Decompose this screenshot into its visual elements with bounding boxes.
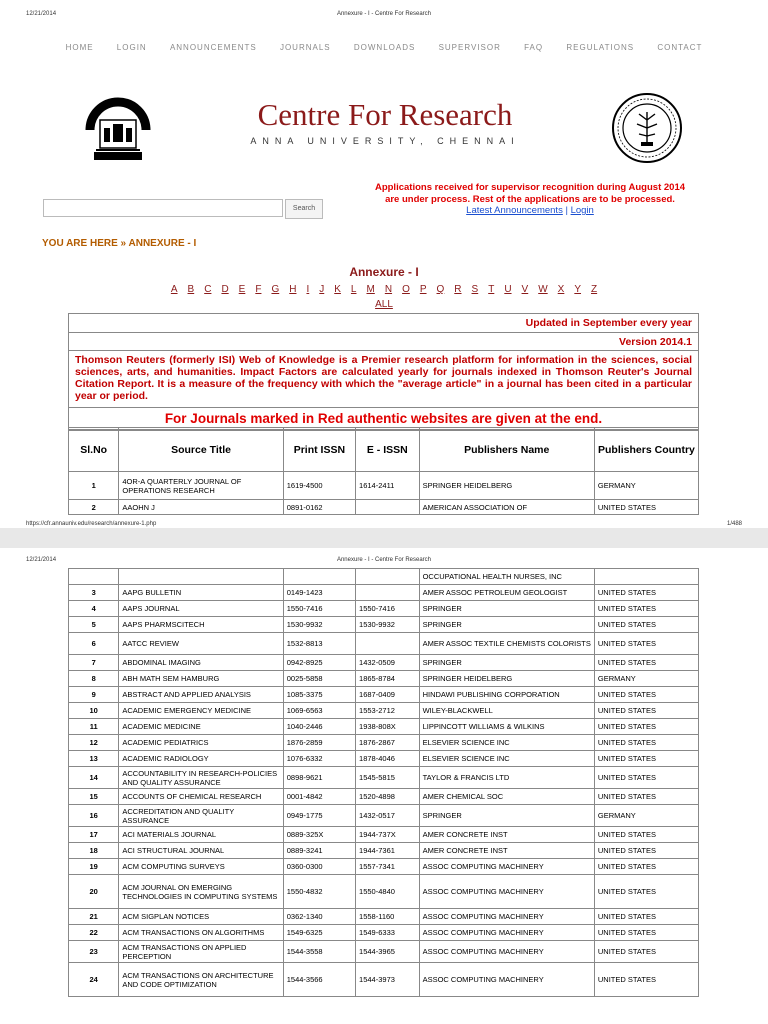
letter-filter-m[interactable]: M	[366, 284, 375, 295]
page-break	[0, 528, 768, 548]
letter-filter-q[interactable]: Q	[436, 284, 445, 295]
cell-source-title: ACM TRANSACTIONS ON APPLIED PERCEPTION	[119, 941, 283, 963]
cell-publishers-country: UNITED STATES	[594, 735, 698, 751]
nav-login[interactable]: LOGIN	[116, 43, 147, 52]
cell-e-issn: 1530-9932	[356, 617, 420, 633]
update-frequency: Updated in September every year	[69, 314, 698, 333]
letter-filter-c[interactable]: C	[204, 284, 212, 295]
cell-e-issn: 1614-2411	[356, 472, 420, 500]
page-2	[0, 548, 768, 1024]
notice-line-2: are under process. Rest of the applications are to be processed.	[385, 194, 675, 205]
header-source-title: Source Title	[119, 428, 283, 472]
cell-slno: 16	[69, 805, 119, 827]
cell-print-issn: 1544-3558	[283, 941, 355, 963]
letter-filter-g[interactable]: G	[271, 284, 280, 295]
cell-source-title: 4OR-A QUARTERLY JOURNAL OF OPERATIONS RESEARCH	[119, 472, 283, 500]
cell-e-issn: 1944-7361	[356, 843, 420, 859]
cell-publishers-name: ASSOC COMPUTING MACHINERY	[419, 941, 594, 963]
letter-filter-j[interactable]: J	[319, 284, 325, 295]
cell-source-title: ABDOMINAL IMAGING	[119, 655, 283, 671]
table-row	[69, 617, 699, 633]
letter-filter-d[interactable]: D	[221, 284, 229, 295]
cell-publishers-country: UNITED STATES	[594, 925, 698, 941]
cell-source-title	[119, 569, 283, 585]
cell-slno: 22	[69, 925, 119, 941]
table-row	[69, 655, 699, 671]
letter-filter-f[interactable]: F	[255, 284, 262, 295]
cell-publishers-name: AMER CONCRETE INST	[419, 843, 594, 859]
cell-source-title: ACCOUNTABILITY IN RESEARCH-POLICIES AND QUALITY ASSURANCE	[119, 767, 283, 789]
cell-slno: 6	[69, 633, 119, 655]
cell-print-issn: 0889-3241	[283, 843, 355, 859]
table-row	[69, 601, 699, 617]
search-button[interactable]: Search	[285, 199, 323, 219]
cell-e-issn: 1544-3973	[356, 963, 420, 997]
page-number: 1/488	[727, 521, 743, 527]
cell-publishers-country: UNITED STATES	[594, 875, 698, 909]
cell-publishers-country: GERMANY	[594, 805, 698, 827]
cell-source-title: ACM TRANSACTIONS ON ARCHITECTURE AND CODE OPTIMIZATION	[119, 963, 283, 997]
cell-source-title: ACM COMPUTING SURVEYS	[119, 859, 283, 875]
cell-publishers-country: UNITED STATES	[594, 703, 698, 719]
cell-slno: 18	[69, 843, 119, 859]
letter-filter-w[interactable]: W	[538, 284, 548, 295]
cell-print-issn	[283, 569, 355, 585]
cell-publishers-name: LIPPINCOTT WILLIAMS & WILKINS	[419, 719, 594, 735]
main-nav	[0, 43, 768, 52]
cell-publishers-name: SPRINGER	[419, 655, 594, 671]
cell-slno: 24	[69, 963, 119, 997]
cell-slno: 4	[69, 601, 119, 617]
cell-e-issn: 1550-4840	[356, 875, 420, 909]
cell-publishers-country: UNITED STATES	[594, 827, 698, 843]
nav-home[interactable]: HOME	[65, 43, 94, 52]
cell-slno: 1	[69, 472, 119, 500]
cell-slno: 17	[69, 827, 119, 843]
table-row	[69, 827, 699, 843]
letter-filter-b[interactable]: B	[187, 284, 195, 295]
letter-filter-a[interactable]: A	[170, 284, 178, 295]
cell-e-issn: 1557-7341	[356, 859, 420, 875]
cell-publishers-name: SPRINGER HEIDELBERG	[419, 671, 594, 687]
site-subtitle: ANNA UNIVERSITY, CHENNAI	[250, 136, 520, 146]
letter-filter-s[interactable]: S	[471, 284, 479, 295]
cell-slno: 9	[69, 687, 119, 703]
cell-publishers-country: UNITED STATES	[594, 859, 698, 875]
breadcrumb: YOU ARE HERE » ANNEXURE - I	[42, 238, 197, 249]
cell-publishers-name: ELSEVIER SCIENCE INC	[419, 735, 594, 751]
info-box	[68, 313, 699, 431]
cell-publishers-country: UNITED STATES	[594, 601, 698, 617]
letter-filter-e[interactable]: E	[238, 284, 246, 295]
cell-slno	[69, 569, 119, 585]
cell-source-title: ACM TRANSACTIONS ON ALGORITHMS	[119, 925, 283, 941]
cell-e-issn: 1550-7416	[356, 601, 420, 617]
cell-print-issn: 1076-6332	[283, 751, 355, 767]
cell-e-issn	[356, 500, 420, 515]
cell-publishers-name: ASSOC COMPUTING MACHINERY	[419, 859, 594, 875]
login-link[interactable]: Login	[570, 205, 594, 216]
cell-slno: 14	[69, 767, 119, 789]
cell-slno: 7	[69, 655, 119, 671]
nav-journals[interactable]: JOURNALS	[279, 43, 331, 52]
link-separator: |	[565, 205, 568, 216]
cell-e-issn: 1432-0517	[356, 805, 420, 827]
cell-source-title: ACADEMIC EMERGENCY MEDICINE	[119, 703, 283, 719]
cell-slno: 5	[69, 617, 119, 633]
letter-filter-i[interactable]: I	[306, 284, 310, 295]
cell-source-title: ACI STRUCTURAL JOURNAL	[119, 843, 283, 859]
cell-print-issn: 1550-4832	[283, 875, 355, 909]
cell-publishers-country: UNITED STATES	[594, 655, 698, 671]
cell-publishers-country: UNITED STATES	[594, 789, 698, 805]
cell-source-title: ACADEMIC MEDICINE	[119, 719, 283, 735]
latest-announcements-link[interactable]: Latest Announcements	[466, 205, 563, 216]
cell-publishers-country: UNITED STATES	[594, 633, 698, 655]
letter-filter-v[interactable]: V	[521, 284, 529, 295]
table-row	[69, 735, 699, 751]
letter-filter-n[interactable]: N	[384, 284, 393, 295]
cell-print-issn: 1532-8813	[283, 633, 355, 655]
cell-slno: 20	[69, 875, 119, 909]
cell-publishers-country: UNITED STATES	[594, 687, 698, 703]
journal-table-page-2	[68, 568, 699, 997]
letter-filter-x[interactable]: X	[557, 284, 565, 295]
anna-university-logo	[78, 90, 158, 162]
cell-publishers-country: UNITED STATES	[594, 617, 698, 633]
table-row	[69, 500, 699, 515]
cell-source-title: AAPS PHARMSCITECH	[119, 617, 283, 633]
cell-print-issn: 0025-5858	[283, 671, 355, 687]
cell-e-issn: 1687-0409	[356, 687, 420, 703]
letter-filter-p[interactable]: P	[419, 284, 427, 295]
print-date: 12/21/2014	[26, 11, 57, 17]
journal-table-page-1	[68, 427, 699, 515]
cell-print-issn: 1544-3566	[283, 963, 355, 997]
table-row	[69, 472, 699, 500]
cell-slno: 12	[69, 735, 119, 751]
table-row	[69, 585, 699, 601]
table-row	[69, 859, 699, 875]
cell-print-issn: 0949-1775	[283, 805, 355, 827]
cell-publishers-country: UNITED STATES	[594, 585, 698, 601]
letter-filter-o[interactable]: O	[402, 284, 410, 295]
cell-publishers-name: AMER ASSOC TEXTILE CHEMISTS COLORISTS	[419, 633, 594, 655]
letter-filter-h[interactable]: H	[289, 284, 297, 295]
table-row	[69, 805, 699, 827]
letter-filter-y[interactable]: Y	[574, 284, 582, 295]
cell-e-issn: 1865-8784	[356, 671, 420, 687]
cell-publishers-name: ASSOC COMPUTING MACHINERY	[419, 963, 594, 997]
cell-print-issn: 0889-325X	[283, 827, 355, 843]
cell-e-issn	[356, 633, 420, 655]
cell-publishers-country: UNITED STATES	[594, 751, 698, 767]
cell-publishers-country: UNITED STATES	[594, 843, 698, 859]
cell-source-title: AAPG BULLETIN	[119, 585, 283, 601]
cell-publishers-name: ASSOC COMPUTING MACHINERY	[419, 925, 594, 941]
cell-slno: 11	[69, 719, 119, 735]
cell-slno: 13	[69, 751, 119, 767]
cell-source-title: ACM JOURNAL ON EMERGING TECHNOLOGIES IN COMPUTING SYSTEMS	[119, 875, 283, 909]
cell-e-issn: 1544-3965	[356, 941, 420, 963]
cell-publishers-name: SPRINGER	[419, 601, 594, 617]
table-row	[69, 719, 699, 735]
red-journals-note: For Journals marked in Red authentic websites are given at the end.	[69, 408, 698, 430]
cell-source-title: AAPS JOURNAL	[119, 601, 283, 617]
notice-line-1: Applications received for supervisor recognition during August 2014	[374, 182, 686, 193]
header-publishers-name: Publishers Name	[419, 428, 594, 472]
cell-publishers-country: GERMANY	[594, 472, 698, 500]
cell-source-title: ABH MATH SEM HAMBURG	[119, 671, 283, 687]
header-publishers-country: Publishers Country	[594, 428, 698, 472]
cell-publishers-name: TAYLOR & FRANCIS LTD	[419, 767, 594, 789]
cell-publishers-name: WILEY-BLACKWELL	[419, 703, 594, 719]
nav-faq[interactable]: FAQ	[524, 43, 544, 52]
header-slno: Sl.No	[69, 428, 119, 472]
cell-publishers-name: SPRINGER	[419, 617, 594, 633]
site-title: Centre For Research	[257, 97, 513, 132]
cell-source-title: ACCOUNTS OF CHEMICAL RESEARCH	[119, 789, 283, 805]
cell-e-issn: 1944-737X	[356, 827, 420, 843]
cell-publishers-name: AMER CONCRETE INST	[419, 827, 594, 843]
cell-e-issn: 1549-6333	[356, 925, 420, 941]
letter-filter-k[interactable]: K	[334, 284, 341, 295]
cell-slno: 23	[69, 941, 119, 963]
announcement-notice	[330, 182, 730, 206]
cell-e-issn	[356, 569, 420, 585]
print-date-2: 12/21/2014	[26, 557, 57, 563]
cell-publishers-country: UNITED STATES	[594, 909, 698, 925]
search-input[interactable]	[43, 199, 283, 217]
cell-print-issn: 1619-4500	[283, 472, 355, 500]
table-row	[69, 671, 699, 687]
description-text: Thomson Reuters (formerly ISI) Web of Knowledge is a Premier research platform for information in the sciences, social sciences, arts, and humanities. Impact Factors are calculated yearly for journals indexed in Thomson Reuter's Journal Citation Report. It is a measure of the frequency with which the "average article" in a journal has been cited in a particular year or period.	[69, 351, 698, 408]
print-title-2: Annexure - I - Centre For Research	[336, 557, 432, 563]
table-row	[69, 925, 699, 941]
version-label: Version 2014.1	[69, 333, 698, 351]
cell-e-issn: 1553-2712	[356, 703, 420, 719]
cell-publishers-country: UNITED STATES	[594, 963, 698, 997]
nav-announcements[interactable]: ANNOUNCEMENTS	[169, 43, 257, 52]
cell-print-issn: 0942-8925	[283, 655, 355, 671]
cell-publishers-name: AMER ASSOC PETROLEUM GEOLOGIST	[419, 585, 594, 601]
cell-print-issn: 1550-7416	[283, 601, 355, 617]
cell-source-title: ACI MATERIALS JOURNAL	[119, 827, 283, 843]
table-row	[69, 751, 699, 767]
cell-publishers-name: AMER CHEMICAL SOC	[419, 789, 594, 805]
cell-source-title: ACADEMIC RADIOLOGY	[119, 751, 283, 767]
header-e-issn: E - ISSN	[356, 428, 420, 472]
cell-slno: 3	[69, 585, 119, 601]
cell-print-issn: 1085-3375	[283, 687, 355, 703]
cell-source-title: ACCREDITATION AND QUALITY ASSURANCE	[119, 805, 283, 827]
cell-slno: 8	[69, 671, 119, 687]
cell-print-issn: 0362-1340	[283, 909, 355, 925]
cell-publishers-name: AMERICAN ASSOCIATION OF	[419, 500, 594, 515]
cell-source-title: AATCC REVIEW	[119, 633, 283, 655]
alphabet-filter	[0, 284, 768, 295]
nav-downloads[interactable]: DOWNLOADS	[353, 43, 416, 52]
filter-all-link[interactable]: ALL	[375, 299, 393, 310]
cell-print-issn: 0001-4842	[283, 789, 355, 805]
cell-publishers-name: ASSOC COMPUTING MACHINERY	[419, 875, 594, 909]
cell-print-issn: 0360-0300	[283, 859, 355, 875]
table-row	[69, 843, 699, 859]
cell-source-title: ACADEMIC PEDIATRICS	[119, 735, 283, 751]
cell-slno: 21	[69, 909, 119, 925]
cell-print-issn: 1876-2859	[283, 735, 355, 751]
print-title: Annexure - I - Centre For Research	[336, 11, 432, 17]
table-row-continuation	[69, 569, 699, 585]
table-row	[69, 909, 699, 925]
cell-e-issn: 1558-1160	[356, 909, 420, 925]
annexure-title: Annexure - I	[349, 265, 419, 279]
nav-supervisor[interactable]: SUPERVISOR	[438, 43, 501, 52]
letter-filter-r[interactable]: R	[454, 284, 462, 295]
cell-e-issn: 1432-0509	[356, 655, 420, 671]
cell-publishers-country: UNITED STATES	[594, 941, 698, 963]
cell-print-issn: 0891-0162	[283, 500, 355, 515]
cell-publishers-name: SPRINGER	[419, 805, 594, 827]
cell-publishers-country	[594, 569, 698, 585]
table-row	[69, 963, 699, 997]
letter-filter-t[interactable]: T	[488, 284, 495, 295]
header-print-issn: Print ISSN	[283, 428, 355, 472]
cell-publishers-name: OCCUPATIONAL HEALTH NURSES, INC	[419, 569, 594, 585]
cell-e-issn: 1878-4046	[356, 751, 420, 767]
table-row	[69, 875, 699, 909]
cell-publishers-name: ASSOC COMPUTING MACHINERY	[419, 909, 594, 925]
table-row	[69, 941, 699, 963]
notice-links	[330, 205, 730, 216]
cell-slno: 19	[69, 859, 119, 875]
letter-filter-u[interactable]: U	[504, 284, 512, 295]
cell-slno: 15	[69, 789, 119, 805]
cell-print-issn: 1040-2446	[283, 719, 355, 735]
table-row	[69, 687, 699, 703]
cell-slno: 2	[69, 500, 119, 515]
cell-e-issn	[356, 585, 420, 601]
cell-print-issn: 0149-1423	[283, 585, 355, 601]
cell-publishers-name: SPRINGER HEIDELBERG	[419, 472, 594, 500]
print-url: https://cfr.annauniv.edu/research/annexure-1.php	[26, 521, 157, 527]
cell-source-title: AAOHN J	[119, 500, 283, 515]
cell-print-issn: 1549-6325	[283, 925, 355, 941]
cell-publishers-country: UNITED STATES	[594, 719, 698, 735]
cell-publishers-name: ELSEVIER SCIENCE INC	[419, 751, 594, 767]
table-header-row	[69, 428, 699, 472]
letter-filter-z[interactable]: Z	[591, 284, 598, 295]
cell-source-title: ABSTRACT AND APPLIED ANALYSIS	[119, 687, 283, 703]
cell-slno: 10	[69, 703, 119, 719]
letter-filter-l[interactable]: L	[350, 284, 357, 295]
cell-e-issn: 1545-5815	[356, 767, 420, 789]
cell-e-issn: 1876-2867	[356, 735, 420, 751]
nav-regulations[interactable]: REGULATIONS	[566, 43, 635, 52]
cell-source-title: ACM SIGPLAN NOTICES	[119, 909, 283, 925]
cell-print-issn: 1069-6563	[283, 703, 355, 719]
table-row	[69, 703, 699, 719]
cell-publishers-name: HINDAWI PUBLISHING CORPORATION	[419, 687, 594, 703]
cell-publishers-country: GERMANY	[594, 671, 698, 687]
nav-contact[interactable]: CONTACT	[657, 43, 703, 52]
cell-print-issn: 0898-9621	[283, 767, 355, 789]
cell-print-issn: 1530-9932	[283, 617, 355, 633]
cell-publishers-country: UNITED STATES	[594, 500, 698, 515]
cell-publishers-country: UNITED STATES	[594, 767, 698, 789]
cell-e-issn: 1938-808X	[356, 719, 420, 735]
table-row	[69, 633, 699, 655]
cell-e-issn: 1520-4898	[356, 789, 420, 805]
table-row	[69, 789, 699, 805]
centre-for-research-seal	[611, 92, 683, 164]
table-row	[69, 767, 699, 789]
